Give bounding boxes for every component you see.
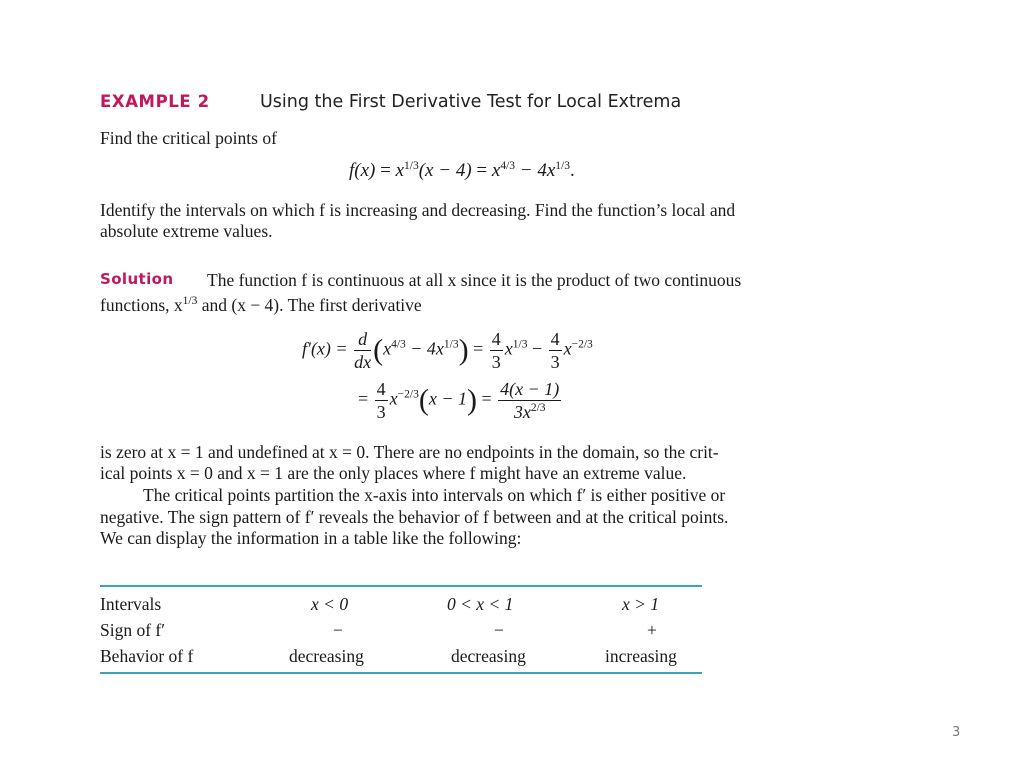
- table-cell: 0 < x < 1: [447, 594, 514, 614]
- solution-label: Solution: [100, 270, 174, 288]
- example-title: Using the First Derivative Test for Local Extrema: [260, 92, 682, 112]
- table-cell: decreasing: [451, 646, 526, 666]
- task-line-2: absolute extreme values.: [100, 221, 273, 241]
- para2-line-1: The critical points partition the x-axis into intervals on which f′ is either positive or: [143, 485, 726, 505]
- derivative-line-2: = $\frac{4}{3}$ $x^{-2/3}(x - 1)$ = $\frac{4(x - 1)}{3x^{2/3}}$: [358, 379, 560, 422]
- d-dx-fraction: $\frac{d}{dx}$: [354, 329, 372, 372]
- table-row-label: Sign of f′: [100, 620, 166, 640]
- table-cell: decreasing: [289, 646, 364, 666]
- function-equation: $f(x) = x^{1/3}(x - 4) = x^{4/3} - 4x^{1/3}$.: [349, 160, 575, 181]
- solution-line-1: The function f is continuous at all x since it is the product of two continuous: [207, 270, 742, 290]
- table-cell: increasing: [605, 646, 677, 666]
- four-thirds-fraction: $\frac{4}{3}$: [376, 379, 386, 422]
- derivative-line-1: f′(x) = $\frac{d}{dx}$ $(x^{4/3} - 4x^{1/3})$ = $\frac{4}{3}$ $x^{1/3}$ − $\frac{4}{3}$ $x^{-2/3}$: [302, 329, 593, 372]
- result-fraction: $\frac{4(x - 1)}{3x^{2/3}}$: [500, 379, 560, 422]
- table-bottom-rule: [100, 672, 702, 674]
- para2-line-3: We can display the information in a table like the following:: [100, 528, 522, 548]
- four-thirds-fraction: $\frac{4}{3}$: [550, 329, 560, 372]
- task-line-1: Identify the intervals on which f is increasing and decreasing. Find the function’s local and: [100, 200, 736, 220]
- table-cell: x > 1: [622, 594, 660, 614]
- page-number: 3: [952, 725, 961, 740]
- table-cell: −: [333, 620, 343, 640]
- table-row-label: Behavior of f: [100, 646, 194, 666]
- table-top-rule: [100, 585, 702, 587]
- table-row-label: Intervals: [100, 594, 162, 614]
- table-cell: −: [494, 620, 504, 640]
- example-label: EXAMPLE 2: [100, 92, 210, 111]
- para1-line-2: ical points x = 0 and x = 1 are the only places where f might have an extreme value.: [100, 463, 687, 483]
- four-thirds-fraction: $\frac{4}{3}$: [491, 329, 501, 372]
- para1-line-1: is zero at x = 1 and undefined at x = 0. There are no endpoints in the domain, so the crit-: [100, 442, 719, 462]
- intro-text: Find the critical points of: [100, 128, 277, 148]
- solution-line-2: functions, $x^{1/3}$ and (x − 4). The first derivative: [100, 295, 422, 315]
- table-cell: +: [647, 620, 657, 640]
- para2-line-2: negative. The sign pattern of f′ reveals the behavior of f between and at the critical points.: [100, 507, 729, 527]
- table-cell: x < 0: [311, 594, 349, 614]
